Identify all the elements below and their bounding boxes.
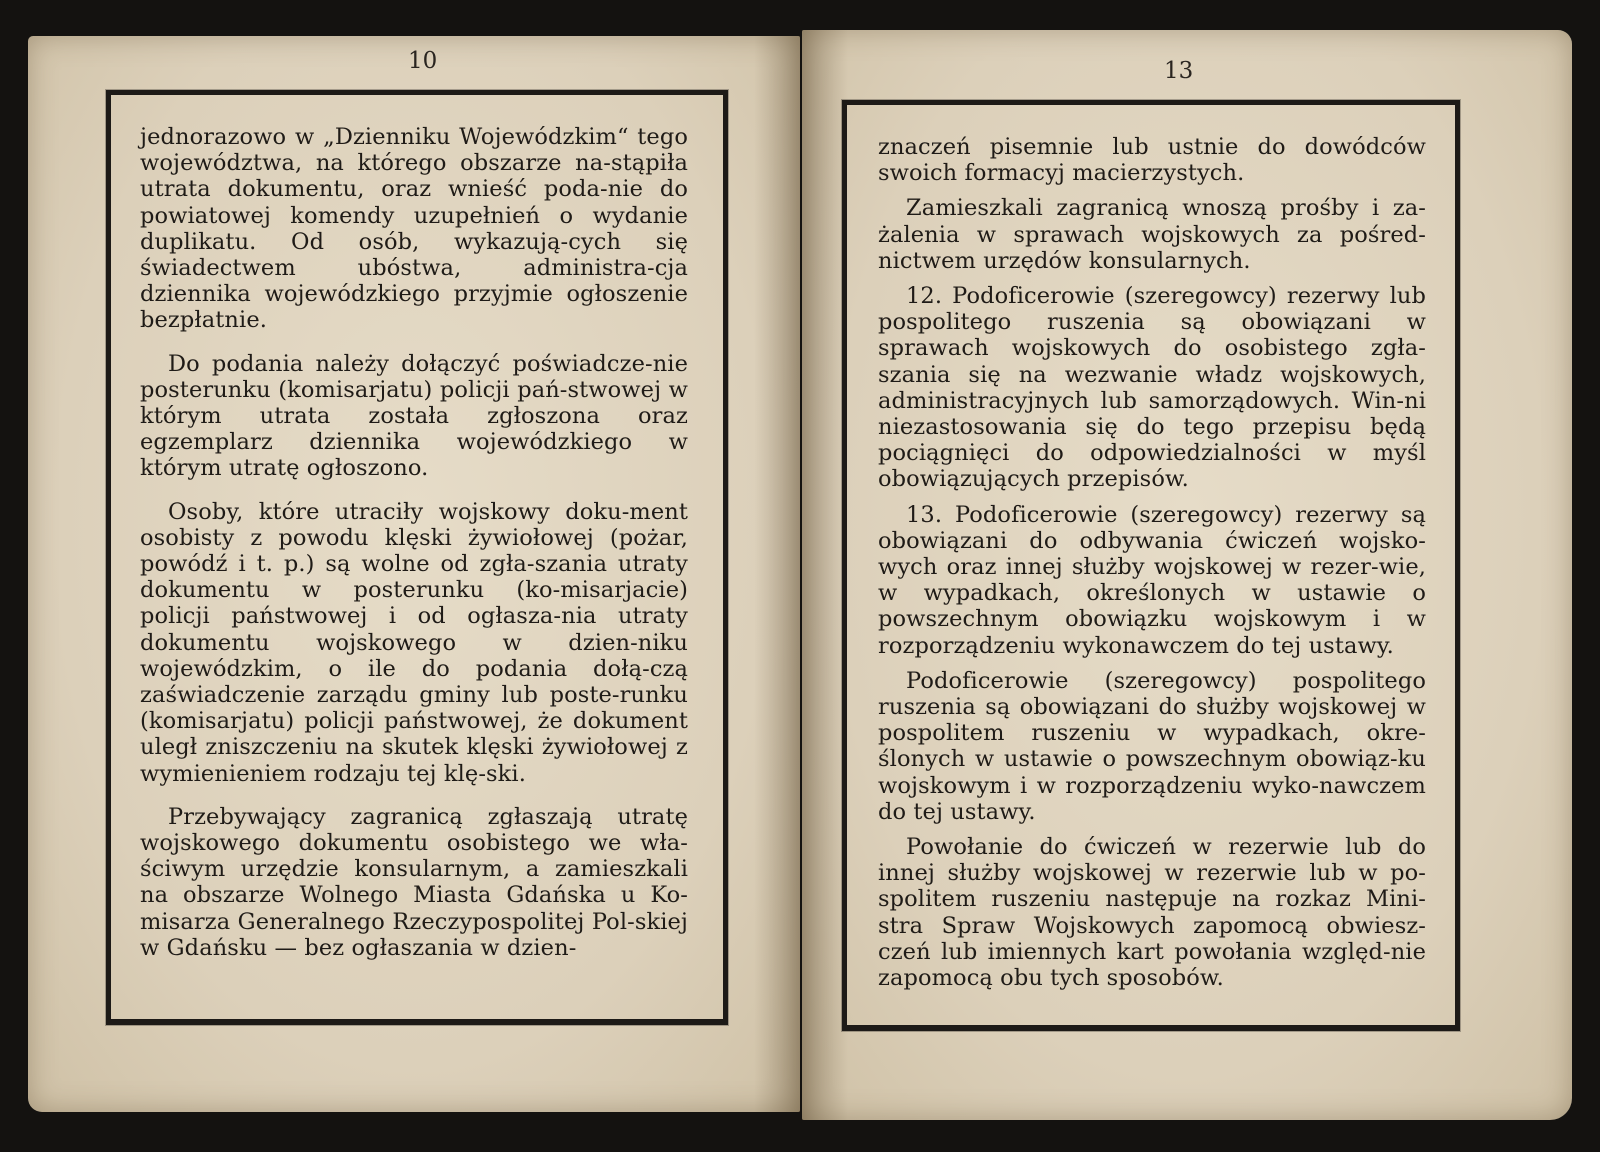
page-text [140,124,688,978]
right-page [802,30,1572,1120]
paragraph: Podoficerowie (szeregowcy) pospolitego ruszenia są obowiązani do służby wojskowej w pospolitem ruszeniu w wypadkach, okre‐ślonych w ustawie o powszechnym obowiąz‐ku wojskowym i w rozporządzeniu wyko‐nawczem do tej ustawy. [878,667,1426,825]
paragraph: Osoby, które utraciły wojskowy doku‐ment osobisty z powodu klęski żywiołowej (pożar, powódź i t. p.) są wolne od zgła‐szania utraty dokumentu w posterunku (ko‐misarjacie) policji państwowej i od ogłasza‐nia utraty dokumentu wojskowego w dzien‐niku wojewódzkim, o ile do podania dołą‐czą zaświadczenie zarządu gminy lub poste‐runku (komisarjatu) policji państwowej, że dokument uległ zniszczeniu na skutek klęski żywiołowej z wymienieniem rodzaju tej klę‐ski. [140,498,688,787]
gutter-shadow [754,36,800,1112]
paragraph: jednorazowo w „Dzienniku Wojewódzkim“ tego województwa, na którego obszarze na‐stąpiła utrata dokumentu, oraz wnieść poda‐nie do powiatowej komendy uzupełnień o wydanie duplikatu. Od osób, wykazują‐cych się świadectwem ubóstwa, administra‐cja dziennika wojewódzkiego przyjmie ogłoszenie bezpłatnie. [140,124,688,334]
paragraph: 13. Podoficerowie (szeregowcy) rezerwy są obowiązani do odbywania ćwiczeń wojsko‐wych oraz innej służby wojskowej w rezer‐wie, w wypadkach, określonych w ustawie o powszechnym obowiązku wojskowym i w rozporządzeniu wykonawczem do tej ustawy. [878,501,1426,659]
paragraph: Powołanie do ćwiczeń w rezerwie lub do innej służby wojskowej w rezerwie lub w po‐spolitem ruszeniu następuje na rozkaz Mini‐stra Spraw Wojskowych zapomocą obwiesz‐czeń lub imiennych kart powołania względ‐nie zapomocą obu tych sposobów. [878,834,1426,992]
paragraph: Przebywający zagranicą zgłaszają utratę wojskowego dokumentu osobistego we wła‐ściwym urzędzie konsularnym, a zamieszkali na obszarze Wolnego Miasta Gdańska u Ko‐misarza Generalnego Rzeczypospolitej Pol‐skiej w Gdańsku — bez ogłaszania w dzien‐ [140,803,688,961]
paragraph: 12. Podoficerowie (szeregowcy) rezerwy lub pospolitego ruszenia są obowiązani w sprawach wojskowych do osobistego zgła‐szania się na wezwanie władz wojskowych, administracyjnych lub samorządowych. Win‐ni niezastosowania się do tego przepisu będą pociągnięci do odpowiedzialności w myśl obowiązujących przepisów. [878,283,1426,493]
page-text [878,134,1426,1000]
page-number: 10 [408,48,438,74]
paragraph: znaczeń pisemnie lub ustnie do dowódców swoich formacyj macierzystych. [878,134,1426,187]
paragraph: Zamieszkali zagranicą wnoszą prośby i za‐żalenia w sprawach wojskowych za pośred‐nictwem urzędów konsularnych. [878,195,1426,274]
paragraph: Do podania należy dołączyć poświadcze‐nie posterunku (komisarjatu) policji pań‐stwowej w którym utrata została zgłoszona oraz egzemplarz dziennika wojewódzkiego w którym utratę ogłoszono. [140,350,688,482]
left-page [28,36,800,1112]
page-number: 13 [1164,58,1194,84]
